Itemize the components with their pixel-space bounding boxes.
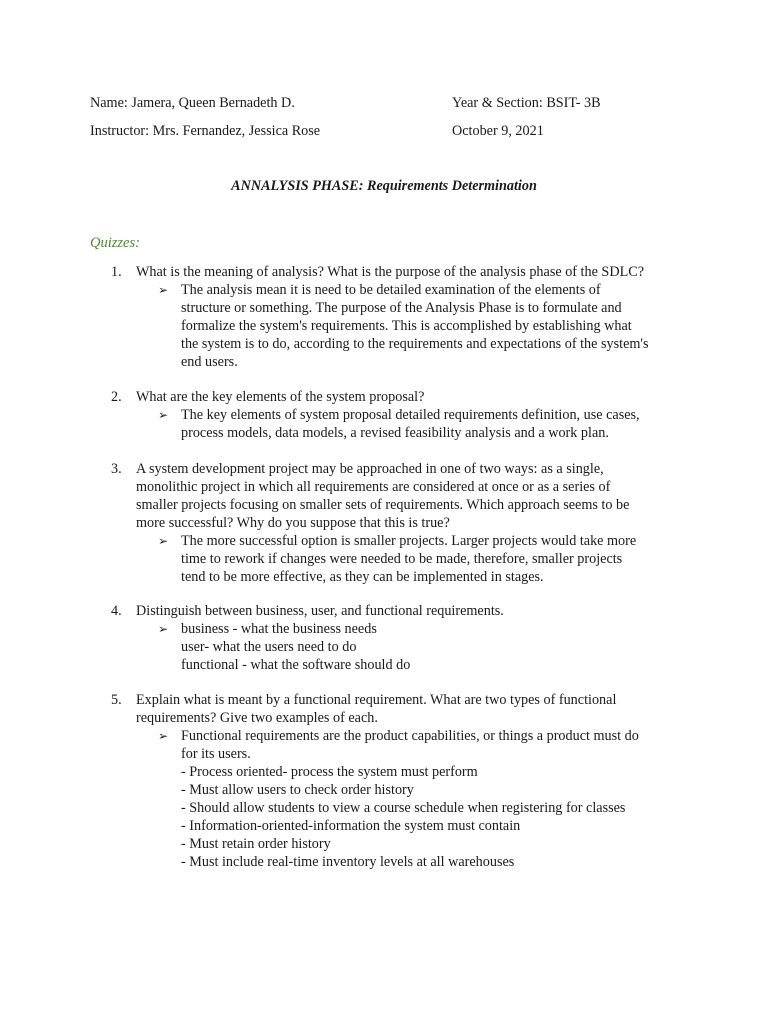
- question-text-line: monolithic project in which all requirements are considered at once or as a series of: [136, 479, 611, 495]
- question-text-line: requirements? Give two examples of each.: [136, 710, 378, 726]
- arrowhead-bullet-icon: ➢: [158, 283, 169, 297]
- answer-text-line: for its users.: [181, 746, 251, 762]
- question-text-line: What is the meaning of analysis? What is the purpose of the analysis phase of the SDLC?: [136, 264, 644, 280]
- year-section: Year & Section: BSIT- 3B: [452, 95, 601, 111]
- question-number: 1.: [111, 264, 122, 280]
- question-text-line: Explain what is meant by a functional requirement. What are two types of functional: [136, 692, 617, 708]
- arrowhead-bullet-icon: ➢: [158, 729, 169, 743]
- date: October 9, 2021: [452, 123, 544, 139]
- arrowhead-bullet-icon: ➢: [158, 408, 169, 422]
- answer-text-line: business - what the business needs: [181, 621, 377, 637]
- question-text-line: A system development project may be approached in one of two ways: as a single,: [136, 461, 604, 477]
- question-text-line: Distinguish between business, user, and functional requirements.: [136, 603, 504, 619]
- answer-text-line: tend to be more effective, as they can be implemented in stages.: [181, 569, 544, 585]
- question-number: 2.: [111, 389, 122, 405]
- answer-text-line: the system is to do, according to the requirements and expectations of the system's: [181, 336, 649, 352]
- answer-text-line: Functional requirements are the product capabilities, or things a product must do: [181, 728, 639, 744]
- arrowhead-bullet-icon: ➢: [158, 534, 169, 548]
- question-number: 5.: [111, 692, 122, 708]
- answer-text-line: The analysis mean it is need to be detailed examination of the elements of: [181, 282, 601, 298]
- document-title: ANNALYSIS PHASE: Requirements Determination: [231, 178, 537, 194]
- question-number: 3.: [111, 461, 122, 477]
- question-text-line: more successful? Why do you suppose that this is true?: [136, 515, 450, 531]
- answer-text-line: user- what the users need to do: [181, 639, 357, 655]
- answer-text-line: - Information-oriented-information the system must contain: [181, 818, 521, 834]
- answer-text-line: The more successful option is smaller projects. Larger projects would take more: [181, 533, 637, 549]
- answer-text-line: end users.: [181, 354, 238, 370]
- student-name: Name: Jamera, Queen Bernadeth D.: [90, 95, 295, 111]
- question-number: 4.: [111, 603, 122, 619]
- answer-text-line: formalize the system's requirements. This is accomplished by establishing what: [181, 318, 632, 334]
- arrowhead-bullet-icon: ➢: [158, 622, 169, 636]
- section-label: Quizzes:: [90, 235, 140, 251]
- answer-text-line: - Must include real-time inventory levels at all warehouses: [181, 854, 515, 870]
- question-text-line: What are the key elements of the system proposal?: [136, 389, 425, 405]
- answer-text-line: - Must allow users to check order history: [181, 782, 414, 798]
- answer-text-line: time to rework if changes were needed to be made, therefore, smaller projects: [181, 551, 623, 567]
- answer-text-line: process models, data models, a revised feasibility analysis and a work plan.: [181, 425, 609, 441]
- instructor-name: Instructor: Mrs. Fernandez, Jessica Rose: [90, 123, 321, 139]
- answer-text-line: functional - what the software should do: [181, 657, 411, 673]
- answer-text-line: The key elements of system proposal detailed requirements definition, use cases,: [181, 407, 640, 423]
- answer-text-line: - Process oriented- process the system must perform: [181, 764, 478, 780]
- answer-text-line: - Should allow students to view a course schedule when registering for classes: [181, 800, 626, 816]
- answer-text-line: structure or something. The purpose of the Analysis Phase is to formulate and: [181, 300, 622, 316]
- question-text-line: smaller projects focusing on smaller sets of requirements. Which approach seems to be: [136, 497, 630, 513]
- answer-text-line: - Must retain order history: [181, 836, 331, 852]
